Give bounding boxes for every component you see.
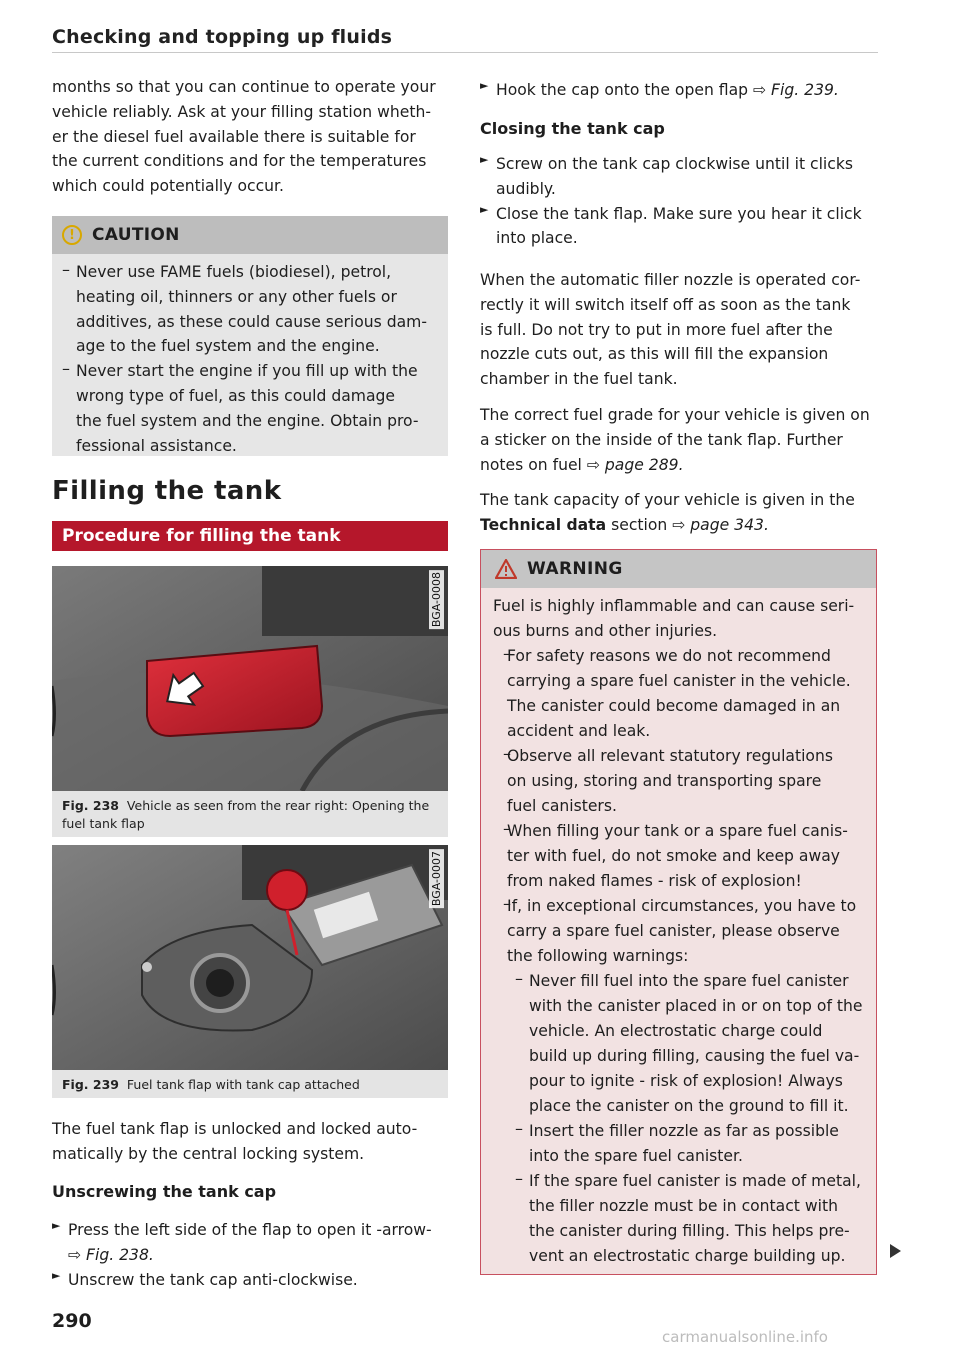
- figure-238-image: [52, 566, 448, 791]
- text-line: audibly.: [496, 179, 556, 198]
- text-line: fuel canisters.: [507, 797, 617, 815]
- text-line: into the spare fuel canister.: [529, 1147, 743, 1165]
- figure-238-caption: [52, 791, 448, 837]
- figure-label: Fig. 238: [62, 798, 119, 813]
- text-line: on using, storing and transporting spare: [507, 772, 822, 790]
- caution-label: CAUTION: [92, 225, 180, 245]
- text-line: – Never fill fuel into the spare fuel canister: [529, 972, 849, 990]
- text-line: chamber in the fuel tank.: [480, 370, 678, 389]
- closing-heading: Closing the tank cap: [480, 119, 665, 138]
- text-line: ter with fuel, do not smoke and keep away: [507, 847, 841, 865]
- text-line: the canister during filling. This helps pre-: [529, 1222, 850, 1240]
- text-line: – For safety reasons we do not recommend: [507, 647, 831, 665]
- page-number: 290: [52, 1310, 92, 1332]
- text-line: matically by the central locking system.: [52, 1144, 365, 1163]
- technical-data-label: Technical data: [480, 515, 607, 534]
- text-line: accident and leak.: [507, 722, 651, 740]
- text-line: ► Screw on the tank cap clockwise until it clicks: [496, 155, 853, 173]
- text-line: months so that you can continue to operate your: [52, 78, 436, 96]
- step-item: [52, 1268, 448, 1293]
- caution-item: [52, 359, 448, 458]
- text-line: The canister could become damaged in an: [507, 697, 841, 715]
- header-rule: [52, 52, 878, 53]
- text-line: the following warnings:: [507, 947, 689, 965]
- text-line: heating oil, thinners or any other fuels or: [76, 287, 397, 306]
- unscrew-steps: [52, 1218, 448, 1292]
- watermark: carmanualsonline.info: [662, 1328, 828, 1346]
- text-line: – Never start the engine if you fill up with the: [76, 362, 418, 381]
- warning-triangle-icon: [495, 559, 517, 579]
- hook-step: [480, 78, 878, 103]
- warning-item: [493, 644, 864, 744]
- text-line: nozzle cuts out, as this will fill the expansion: [480, 345, 829, 364]
- text-line: is full. Do not try to put in more fuel after the: [480, 320, 833, 339]
- caution-box: [52, 216, 448, 456]
- text-line: a sticker on the inside of the tank flap. Further: [480, 430, 843, 449]
- section-title: Filling the tank: [52, 476, 282, 506]
- warning-box: [480, 549, 877, 1275]
- fuel-flap-open-illustration: [52, 845, 448, 1070]
- text-line: the filler nozzle must be in contact with: [529, 1197, 838, 1215]
- text-line: The correct fuel grade for your vehicle is given on: [480, 406, 870, 424]
- figure-238: [52, 566, 448, 837]
- figure-reference-link[interactable]: ⇨ Fig. 239.: [753, 81, 839, 99]
- text-line: rectly it will switch itself off as soon as the tank: [480, 295, 851, 314]
- warning-header: [481, 550, 876, 588]
- text-line: Hook the cap onto the open flap: [496, 81, 749, 99]
- central-locking-paragraph: [52, 1117, 448, 1167]
- continue-arrow-icon: [890, 1244, 901, 1258]
- text-line: er the diesel fuel available there is suitable for: [52, 127, 416, 146]
- step-item: [480, 202, 878, 252]
- text-line: section: [611, 515, 668, 534]
- warning-subitem: [493, 969, 864, 1119]
- intro-paragraph: [52, 75, 448, 199]
- figure-239: [52, 845, 448, 1098]
- capacity-paragraph: [480, 488, 878, 538]
- text-line: When the automatic filler nozzle is operated cor-: [480, 271, 861, 289]
- unscrew-heading: Unscrewing the tank cap: [52, 1182, 277, 1201]
- text-line: – If, in exceptional circumstances, you have to: [507, 897, 857, 915]
- step-item: [480, 78, 878, 103]
- text-line: vent an electrostatic charge building up.: [529, 1247, 846, 1265]
- text-line: age to the fuel system and the engine.: [76, 337, 380, 356]
- text-line: with the canister placed in or on top of the: [529, 997, 863, 1015]
- figure-code: BGA-0008: [430, 572, 443, 628]
- text-line: fessional assistance.: [76, 436, 237, 455]
- text-line: place the canister on the ground to fill it.: [529, 1097, 849, 1115]
- warning-subitem: [493, 1119, 864, 1169]
- text-line: pour to ignite - risk of explosion! Always: [529, 1072, 843, 1090]
- text-line: vehicle. An electrostatic charge could: [529, 1022, 823, 1040]
- caution-header: [52, 216, 448, 254]
- page-reference-link[interactable]: ⇨ page 343.: [672, 515, 769, 534]
- figure-label: Fig. 239: [62, 1077, 119, 1092]
- figure-code: BGA-0007: [430, 851, 443, 907]
- step-item: [480, 152, 878, 202]
- page-header-title: Checking and topping up fluids: [52, 26, 393, 48]
- text-line: – If the spare fuel canister is made of metal,: [529, 1172, 861, 1190]
- figure-caption-text: Fuel tank flap with tank cap attached: [126, 1077, 360, 1092]
- text-line: notes on fuel: [480, 455, 582, 474]
- caution-icon: !: [62, 225, 82, 245]
- text-line: wrong type of fuel, as this could damage: [76, 386, 396, 405]
- warning-item: [493, 744, 864, 819]
- text-line: – When filling your tank or a spare fuel canis-: [507, 822, 848, 840]
- text-line: additives, as these could cause serious dam-: [76, 312, 428, 331]
- figure-239-image: [52, 845, 448, 1070]
- text-line: carrying a spare fuel canister in the vehicle.: [507, 672, 851, 690]
- caution-list: [52, 254, 448, 458]
- warning-body: [481, 588, 876, 1269]
- text-line: The fuel tank flap is unlocked and locked auto-: [52, 1120, 418, 1138]
- caution-item: [52, 260, 448, 359]
- figure-reference-link[interactable]: ⇨ Fig. 238.: [68, 1245, 154, 1264]
- step-item: [52, 1218, 448, 1268]
- procedure-title-bar: Procedure for filling the tank: [52, 521, 448, 551]
- warning-item: [493, 819, 864, 894]
- text-line: from naked flames - risk of explosion!: [507, 872, 802, 890]
- text-line: ► Press the left side of the flap to open it -arrow-: [68, 1221, 432, 1239]
- text-line: vehicle reliably. Ask at your filling station wheth-: [52, 102, 431, 121]
- page-reference-link[interactable]: ⇨ page 289.: [586, 455, 684, 474]
- text-line: ► Close the tank flap. Make sure you hear it click: [496, 204, 862, 223]
- warning-subitem: [493, 1169, 864, 1269]
- text-line: – Observe all relevant statutory regulations: [507, 747, 833, 765]
- text-line: into place.: [496, 229, 578, 248]
- text-line: carry a spare fuel canister, please observe: [507, 922, 840, 940]
- warning-item: [493, 894, 864, 969]
- text-line: The tank capacity of your vehicle is given in the: [480, 491, 855, 509]
- text-line: – Never use FAME fuels (biodiesel), petrol,: [76, 263, 392, 281]
- figure-239-caption: [52, 1070, 448, 1098]
- text-line: ous burns and other injuries.: [493, 622, 718, 640]
- closing-steps: [480, 152, 878, 251]
- text-line: the fuel system and the engine. Obtain pro-: [76, 411, 419, 430]
- fuel-flap-closed-illustration: [52, 566, 448, 791]
- text-line: the current conditions and for the temperatures: [52, 152, 427, 171]
- text-line: ► Unscrew the tank cap anti-clockwise.: [68, 1270, 358, 1289]
- fuel-grade-paragraph: [480, 403, 878, 477]
- text-line: which could potentially occur.: [52, 177, 284, 196]
- text-line: build up during filling, causing the fuel va-: [529, 1047, 860, 1065]
- text-line: – Insert the filler nozzle as far as possible: [529, 1122, 839, 1140]
- text-line: Fuel is highly inflammable and can cause seri-: [493, 597, 855, 615]
- figure-caption-text: Vehicle as seen from the rear right: Opening the fuel tank flap: [62, 798, 430, 831]
- nozzle-paragraph: [480, 268, 878, 392]
- warning-label: WARNING: [527, 559, 623, 579]
